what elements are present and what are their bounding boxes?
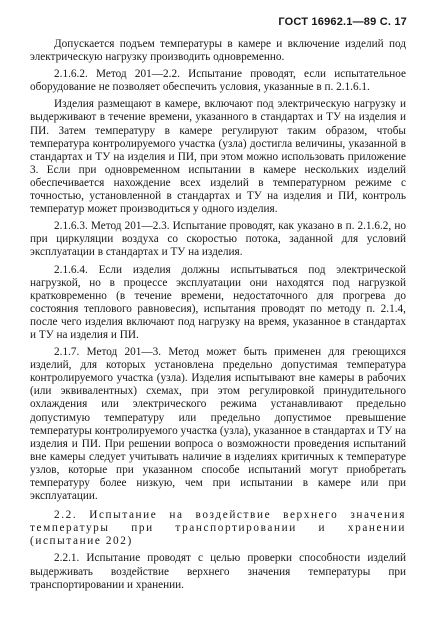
paragraph: 2.1.6.4. Если изделия должны испытываться под электрической нагрузкой, но в процессе эксплуатации они находятся под нагрузкой кратковременно (в течение времени, недостаточного для прогрева до состояния теплового равновесия), испытания проводят по методу п. 2.1.4, после чего изделия включают под нагрузку на время, указанное в стандартах и ТУ на изделия и ПИ. — [30, 263, 406, 341]
page-header — [278, 16, 407, 28]
paragraph: 2.1.7. Метод 201—3. Метод может быть применен для греющихся изделий, для которых установлена предельно допустимая температура контролируемого участка (узла). Изделия испытывают вне камеры в рабочих (или эквивалентных) схемах, при этом регулировкой принудительного охлаждения или электрического режима устанавливают предельно допустимую температуру или предельно допустимое превышение температуры контролируемого участка (узла), указанное в стандартах и ТУ на изделия и ПИ. При решении вопроса о возможности проведения испытаний вне камеры следует учитывать наличие в изделиях критичных к температуре узлов, которые при указанном способе испытаний могут приобретать температуру более низкую, чем при испытании в камере или при эксплуатации. — [30, 346, 406, 503]
paragraph: Допускается подъем температуры в камере и включение изделий под электрическую нагрузку производить одновременно. — [30, 38, 406, 64]
standard-number: ГОСТ 16962.1—89 — [278, 16, 377, 28]
page-number: С. 17 — [379, 16, 407, 28]
section-heading: 2.2. Испытание на воздействие верхнего значения температуры при транспортировании и хранении (испытание 202) — [30, 509, 406, 548]
page-body — [30, 38, 406, 596]
paragraph: 2.1.6.2. Метод 201—2.2. Испытание проводят, если испытательное оборудование не позволяет обеспечить условия, указанные в п. 2.1.6.1. — [30, 68, 406, 94]
paragraph: Изделия размещают в камере, включают под электрическую нагрузку и выдерживают в течение времени, указанного в стандартах и ТУ на изделия и ПИ. Затем температуру в камере регулируют таким образом, чтобы температура контролируемого участка (узла) достигла величины, указанной в стандартах и ТУ на изделия и ПИ, при этом можно использовать приложение 3. Если при одновременном испытании в камере нескольких изделий обеспечивается нахождение всех изделий в температурном режиме с точностью, установленной в стандартах и ТУ на изделия и ПИ, контроль температур может производиться у одного изделия. — [30, 98, 406, 216]
paragraph: 2.1.6.3. Метод 201—2.3. Испытание проводят, как указано в п. 2.1.6.2, но при циркуляции воздуха со скоростью потока, заданной для условий эксплуатации в стандартах и ТУ на изделия. — [30, 220, 406, 259]
paragraph: 2.2.1. Испытание проводят с целью проверки способности изделий выдерживать воздействие верхнего значения температуры при транспортировании и хранении. — [30, 552, 406, 591]
